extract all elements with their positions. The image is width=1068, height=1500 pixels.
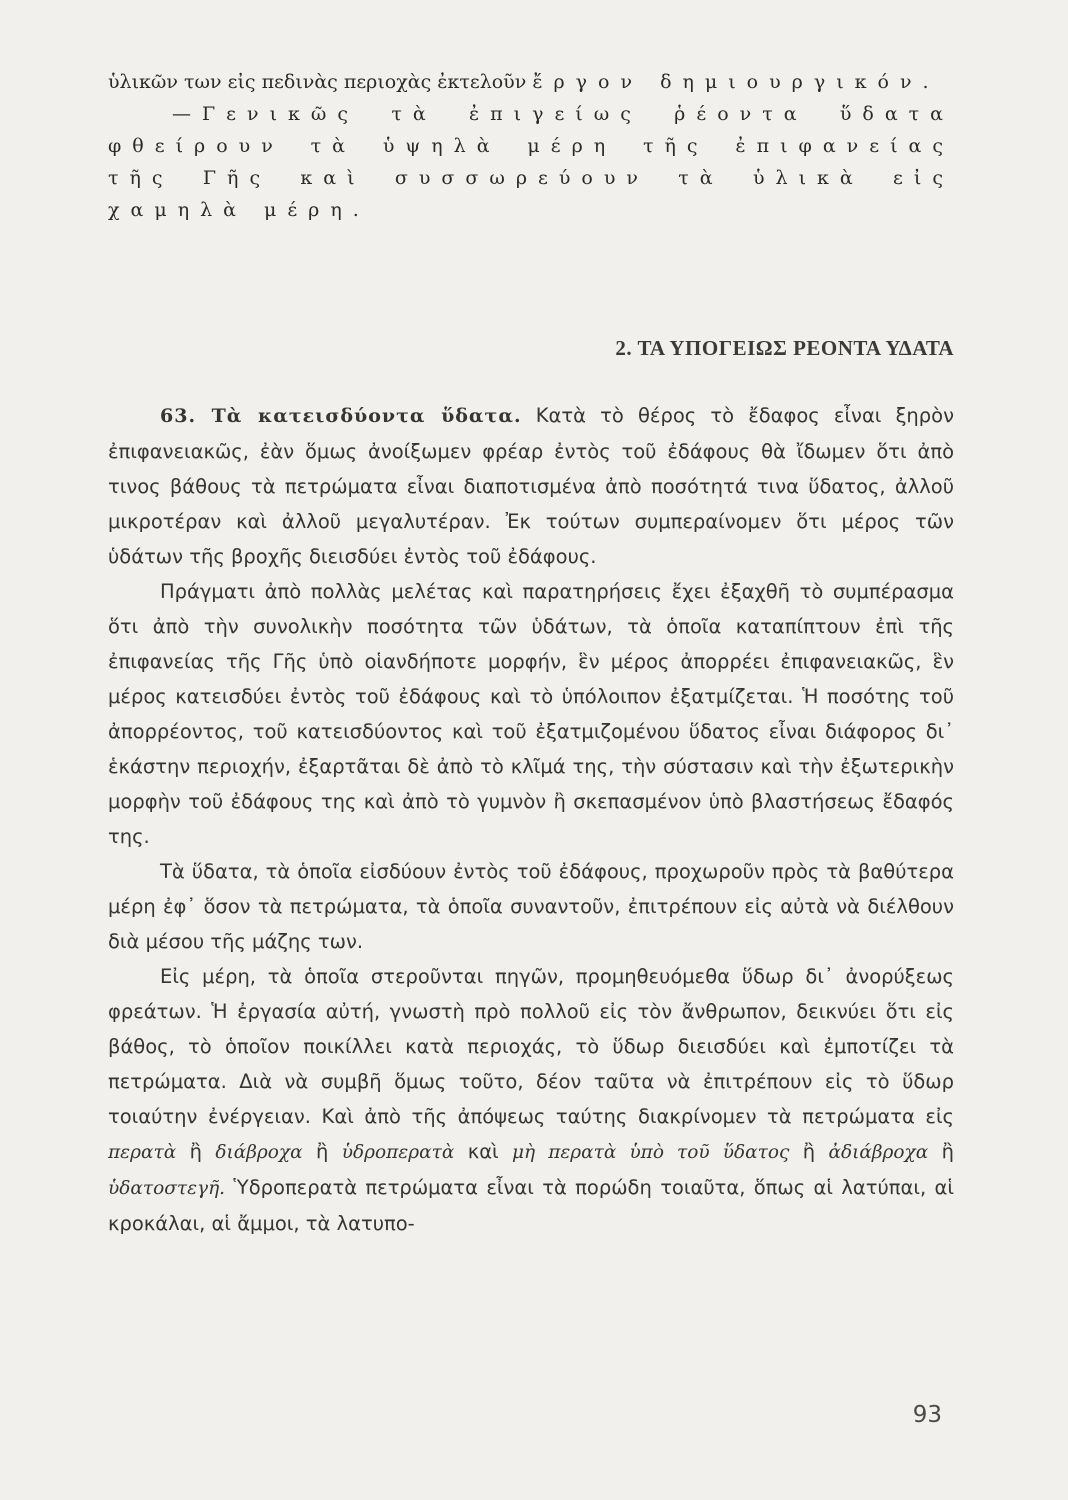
italic-term: περατὰ [108, 1142, 177, 1163]
page-number: 93 [912, 1402, 942, 1428]
italic-term: διάβροχα [215, 1142, 303, 1163]
italic-term: ὑδροπερατὰ [341, 1142, 455, 1163]
paragraph-3: Τὰ ὕδατα, τὰ ὁποῖα εἰσδύουν ἐντὸς τοῦ ἐδάφους, προχωροῦν πρὸς τὰ βαθύτερα μέρη ἐφ᾽ ὅσον τὰ πετρώματα, τὰ ὁποῖα συναντοῦν, ἐπιτρέπουν εἰς αὐτὰ νὰ διέλθουν διὰ μέσου τῆς μάζης των. [108, 860, 954, 953]
paragraph-text: Κατὰ τὸ θέρος τὸ ἔδαφος εἶναι ξηρὸν ἐπιφανειακῶς, ἐὰν ὅμως ἀνοίξωμεν φρέαρ ἐντὸς τοῦ ἐδάφους θὰ ἴδωμεν ὅτι ἀπὸ τινος βάθους τὰ πετρώματα εἶναι διαποτισμένα ἀπὸ ποσότητά τινα ὕδατος, ἀλλοῦ μικροτέραν καὶ ἀλλοῦ μεγαλυτέραν. Ἐκ τούτων συμπεραίνομεν ὅτι μέρος τῶν ὑδάτων τῆς βροχῆς διεισδύει ἐντὸς τοῦ ἐδάφους. [108, 404, 954, 568]
paragraph-4 [108, 959, 954, 1241]
paragraph-text: Ὑδροπερατὰ πετρώματα εἶναι τὰ πορώδη τοιαῦτα, ὅπως αἱ λατύπαι, αἱ κροκάλαι, αἱ ἄμμοι, τὰ λατυπο- [108, 1176, 954, 1235]
paragraph-2: Πράγματι ἀπὸ πολλὰς μελέτας καὶ παρατηρήσεις ἔχει ἐξαχθῆ τὸ συμπέρασμα ὅτι ἀπὸ τὴν συνολικὴν ποσότητα τῶν ὑδάτων, τὰ ὁποῖα καταπίπτουν ἐπὶ τῆς ἐπιφανείας τῆς Γῆς ὑπὸ οἱανδήποτε μορφήν, ἓν μέρος ἀπορρέει ἐπιφανειακῶς, ἓν μέρος κατεισδύει ἐντὸς τοῦ ἐδάφους καὶ τὸ ὑπόλοιπον ἐξατμίζεται. Ἡ ποσότης τοῦ ἀπορρέοντος, τοῦ κατεισδύοντος καὶ τοῦ ἐξατμιζομένου ὕδατος εἶναι διάφορος δι᾽ ἑκάστην περιοχήν, ἐξαρτᾶται δὲ ἀπὸ τὸ κλῖμά της, τὴν σύστασιν καὶ τὴν ἐξωτερικὴν μορφὴν τοῦ ἐδάφους της καὶ ἀπὸ τὸ γυμνὸν ἢ σκεπασμένον ὑπὸ βλαστήσεως ἔδαφός της. [108, 580, 954, 848]
italic-term: ὑδατοστεγῆ. [108, 1178, 226, 1199]
connector: ἢ [176, 1140, 216, 1163]
intro-paragraph-2: —Γενικῶς τὰ ἐπιγείως ῥέοντα ὕδατα φθείρουν τὰ ὑψηλὰ μέρη τῆς ἐπιφανείας τῆς Γῆς καὶ συσσωρεύουν τὰ ὑλικὰ εἰς χαμηλὰ μέρη. [108, 103, 954, 221]
intro-plain-text: ὑλικῶν των εἰς πεδινὰς περιοχὰς ἐκτελοῦν [108, 71, 533, 93]
connector: καὶ [454, 1140, 513, 1163]
intro-paragraphs [108, 66, 954, 226]
italic-term: ἀδιάβροχα [828, 1142, 929, 1163]
paragraph-text: Εἰς μέρη, τὰ ὁποῖα στεροῦνται πηγῶν, προμηθευόμεθα ὕδωρ δι᾽ ἀνορύξεως φρεάτων. Ἡ ἐργασία αὐτή, γνωστὴ πρὸ πολλοῦ εἰς τὸν ἄνθρωπον, δεικνύει ὅτι εἰς βάθος, τὸ ὁποῖον ποικίλλει κατὰ περιοχάς, τὸ ὕδωρ διεισδύει καὶ ἐμποτίζει τὰ πετρώματα. Διὰ νὰ συμβῆ ὅμως τοῦτο, δέον ταῦτα νὰ ἐπιτρέπουν εἰς τὸ ὕδωρ τοιαύτην ἐνέργειαν. Καὶ ἀπὸ τῆς ἀπόψεως ταύτης διακρίνομεν τὰ πετρώματα εἰς [108, 965, 954, 1128]
body-text [108, 398, 954, 1241]
section-title: 2. ΤΑ ΥΠΟΓΕΙΩΣ ΡΕΟΝΤΑ ΥΔΑΤΑ [615, 336, 954, 360]
connector: ἢ [928, 1140, 955, 1163]
italic-term: μὴ περατὰ ὑπὸ τοῦ ὕδατος [512, 1142, 790, 1163]
intro-spaced-text: ἔργον δημιουργικόν. [532, 71, 940, 93]
connector: ἢ [302, 1140, 342, 1163]
intro-line-1 [108, 66, 954, 98]
paragraph-heading: 63. Τὰ κατεισδύοντα ὕδατα. [160, 405, 522, 427]
connector: ἢ [789, 1140, 829, 1163]
paragraph-63 [108, 398, 954, 574]
